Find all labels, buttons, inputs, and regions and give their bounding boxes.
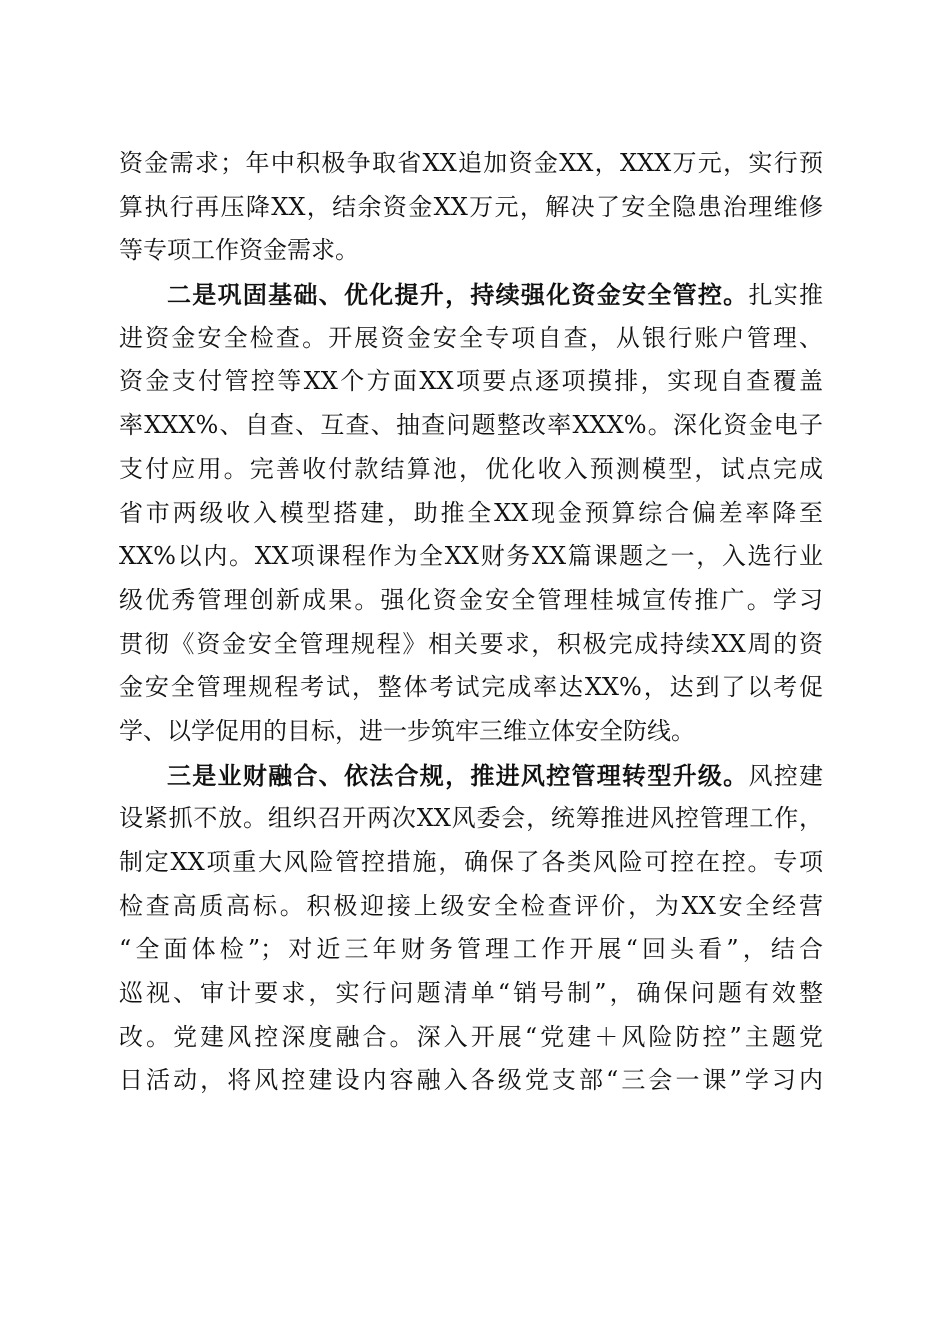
text-line: 学、以学促用的目标，进一步筑牢三维立体安全防线。 [119, 716, 695, 745]
text-line [119, 273, 823, 317]
text-line [119, 754, 823, 798]
text-line: 金安全管理规程考试，整体考试完成率达XX%，达到了以考促 [119, 673, 823, 702]
paragraph-2 [119, 273, 823, 754]
text-line: 算执行再压降XX，结余资金XX万元，解决了安全隐患治理维修 [119, 192, 823, 221]
paragraph-lead: 三是业财融合、依法合规，推进风控管理转型升级。 [167, 760, 749, 790]
text-span: 扎实推 [748, 281, 823, 310]
paragraph-1 [119, 142, 823, 273]
text-line: 资金需求；年中积极争取省XX追加资金XX，XXX万元，实行预 [119, 149, 823, 177]
document-body [119, 142, 823, 1103]
text-line: 改。党建风控深度融合。深入开展“党建＋风险防控”主题党 [119, 1022, 823, 1051]
text-line: 制定XX项重大风险管控措施，确保了各类风险可控在控。专项 [119, 848, 823, 876]
paragraph-lead: 二是巩固基础、优化提升，持续强化资金安全管控。 [167, 280, 749, 310]
text-line: 率XXX%、自查、互查、抽查问题整改率XXX%。深化资金电子 [119, 411, 823, 440]
text-line: 检查高质高标。积极迎接上级安全检查评价，为XX安全经营 [119, 891, 823, 920]
paragraph-3 [119, 754, 823, 1104]
text-line: 日活动，将风控建设内容融入各级党支部“三会一课”学习内 [119, 1066, 823, 1095]
text-line: 省市两级收入模型搭建，助推全XX现金预算综合偏差率降至 [119, 498, 823, 527]
text-line: “全面体检”；对近三年财务管理工作开展“回头看”，结合 [119, 935, 823, 964]
text-line: 支付应用。完善收付款结算池，优化收入预测模型，试点完成 [119, 454, 823, 483]
text-line: 资金支付管控等XX个方面XX项要点逐项摸排，实现自查覆盖 [119, 367, 823, 396]
text-span: 风控建 [748, 761, 823, 790]
text-line: 级优秀管理创新成果。强化资金安全管理桂城宣传推广。学习 [119, 585, 823, 614]
text-line: 贯彻《资金安全管理规程》相关要求，积极完成持续XX周的资 [119, 629, 823, 658]
text-line: XX%以内。XX项课程作为全XX财务XX篇课题之一，入选行业 [119, 542, 823, 571]
text-line: 等专项工作资金需求。 [119, 236, 359, 265]
text-line: 进资金安全检查。开展资金安全专项自查，从银行账户管理、 [119, 323, 823, 352]
text-line: 设紧抓不放。组织召开两次XX风委会，统筹推进风控管理工作， [119, 804, 823, 833]
text-line: 巡视、审计要求，实行问题清单“销号制”，确保问题有效整 [119, 979, 823, 1008]
